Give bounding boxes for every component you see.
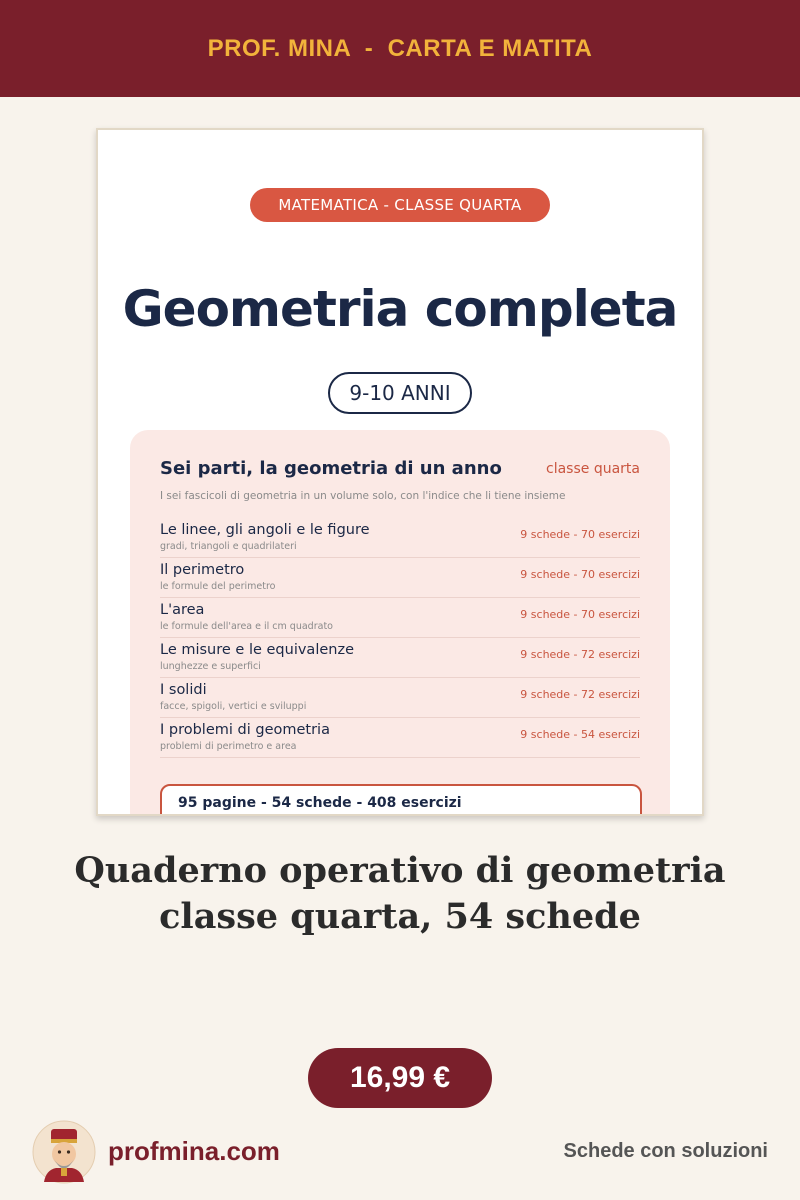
toc-item-count: 9 schede - 70 esercizi [520, 608, 640, 621]
toc-item-count: 9 schede - 72 esercizi [520, 648, 640, 661]
toc-item-count: 9 schede - 70 esercizi [520, 528, 640, 541]
product-title[interactable] [0, 848, 800, 940]
toc-item [160, 518, 640, 558]
toc-item-title: I solidi [160, 682, 207, 698]
toc-item-count: 9 schede - 72 esercizi [520, 688, 640, 701]
toc-item-count: 9 schede - 70 esercizi [520, 568, 640, 581]
toc-item-title: L'area [160, 602, 205, 618]
book-cover-image[interactable] [96, 128, 704, 816]
toc-item-title: Il perimetro [160, 562, 245, 578]
toc-item-subtitle: gradi, triangoli e quadrilateri [160, 541, 297, 552]
summary-text: 95 pagine - 54 schede - 408 esercizi [178, 795, 462, 811]
toc-item-subtitle: lunghezze e superfici [160, 661, 261, 672]
brand-title: PROF. MINA - CARTA E MATITA [207, 34, 593, 62]
age-badge: 9-10 ANNI [328, 372, 472, 414]
toc-item-subtitle: facce, spigoli, vertici e sviluppi [160, 701, 307, 712]
summary-box [160, 784, 642, 816]
toc-description: I sei fascicoli di geometria in un volume solo, con l'indice che li tiene insieme [160, 490, 566, 502]
toc-item-title: I problemi di geometria [160, 722, 330, 738]
subject-badge: MATEMATICA - CLASSE QUARTA [250, 188, 550, 222]
toc-item-subtitle: le formule del perimetro [160, 581, 276, 592]
price-badge: 16,99 € [308, 1048, 492, 1108]
toc-item-subtitle: problemi di perimetro e area [160, 741, 297, 752]
toc-item-subtitle: le formule dell'area e il cm quadrato [160, 621, 333, 632]
product-title-line-2: classe quarta, 54 schede [159, 896, 641, 937]
toc-item [160, 558, 640, 598]
toc-grade-label: classe quarta [546, 461, 640, 477]
teacher-avatar-icon [32, 1120, 96, 1184]
toc-item [160, 598, 640, 638]
footer-tagline: Schede con soluzioni [563, 1140, 768, 1162]
toc-item-title: Le linee, gli angoli e le figure [160, 522, 370, 538]
cover-title: Geometria completa [122, 280, 678, 338]
toc-item-title: Le misure e le equivalenze [160, 642, 354, 658]
toc-item-count: 9 schede - 54 esercizi [520, 728, 640, 741]
table-of-contents [130, 430, 670, 816]
product-title-line-1: Quaderno operativo di geometria [74, 850, 726, 891]
toc-item [160, 678, 640, 718]
toc-list [160, 518, 640, 758]
toc-heading: Sei parti, la geometria di un anno [160, 458, 502, 479]
top-banner [0, 0, 800, 97]
site-link[interactable]: profmina.com [108, 1136, 280, 1166]
toc-item [160, 638, 640, 678]
toc-item [160, 718, 640, 758]
